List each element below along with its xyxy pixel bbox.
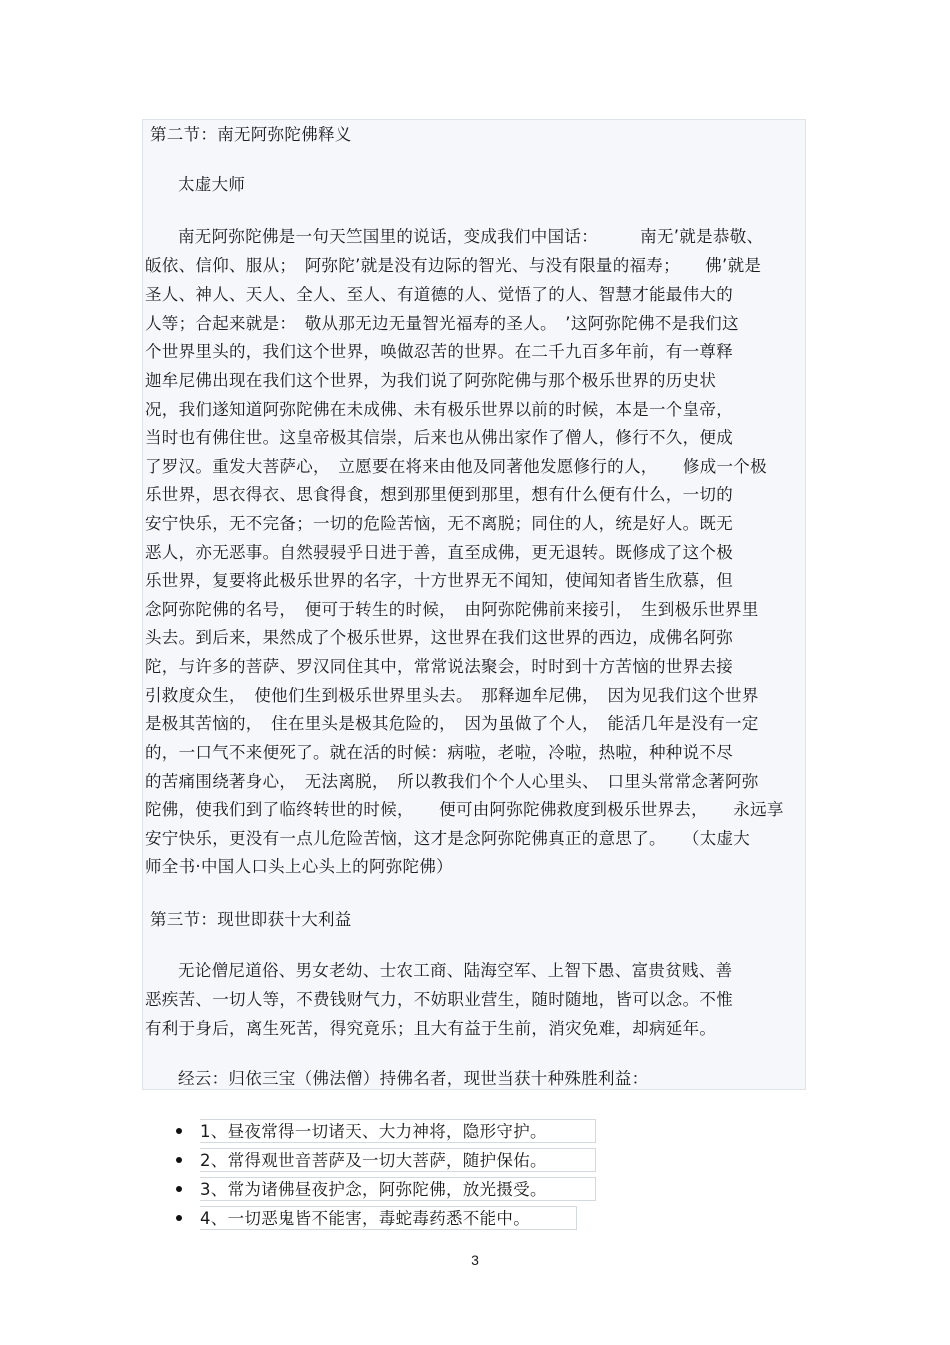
bullet-icon (176, 1186, 182, 1192)
paragraph-line: 陀，与许多的菩萨、罗汉同住其中，常常说法聚会，时时到十方苦恼的世界去接 (145, 657, 733, 676)
page-number: 3 (471, 1252, 479, 1268)
paragraph-line: 念阿弥陀佛的名号， 便可于转生的时候， 由阿弥陀佛前来接引， 生到极乐世界里 (145, 600, 759, 619)
paragraph-line: 人等；合起来就是： 敬从那无边无量智光福寿的圣人。 ’这阿弥陀佛不是我们这 (145, 314, 739, 333)
paragraph-line: 圣人、神人、天人、全人、至人、有道德的人、觉悟了的人、智慧才能最伟大的 (145, 285, 733, 304)
paragraph-line: 个世界里头的，我们这个世界，唤做忍苦的世界。在二千九百多年前，有一尊释 (145, 342, 733, 361)
paragraph-line: 况，我们遂知道阿弥陀佛在未成佛、未有极乐世界以前的时候，本是一个皇帝， (145, 400, 733, 419)
paragraph-line: 师全书·中国人口头上心头上的阿弥陀佛） (145, 857, 453, 876)
list-item-box (200, 1148, 596, 1172)
list-item-text: 1、昼夜常得一切诸天、大力神将，隐形守护。 (200, 1122, 547, 1141)
paragraph-line: 乐世界，复要将此极乐世界的名字，十方世界无不闻知，使闻知者皆生欣慕，但 (145, 571, 733, 590)
paragraph-line: 恶疾苦、一切人等，不费钱财气力，不妨职业营生，随时随地，皆可以念。不惟 (145, 990, 733, 1009)
paragraph-line: 引救度众生， 使他们生到极乐世界里头去。 那释迦牟尼佛， 因为见我们这个世界 (145, 686, 759, 705)
paragraph-line: 南无阿弥陀佛是一句天竺国里的说话，变成我们中国话： 南无’就是恭敬、 (178, 227, 764, 246)
bullet-icon (176, 1128, 182, 1134)
list-item-text: 2、常得观世音菩萨及一切大菩萨，随护保佑。 (200, 1151, 547, 1170)
section-heading: 第二节：南无阿弥陀佛释义 (150, 125, 352, 144)
paragraph-line: 恶人，亦无恶事。自然骎骎乎日进于善，直至成佛，更无退转。既修成了这个极 (145, 543, 733, 562)
paragraph-line: 当时也有佛住世。这皇帝极其信崇，后来也从佛出家作了僧人，修行不久，便成 (145, 428, 733, 447)
paragraph-line: 的，一口气不来便死了。就在活的时候：病啦，老啦，冷啦，热啦，种种说不尽 (145, 743, 733, 762)
bullet-icon (176, 1157, 182, 1163)
paragraph-line: 安宁快乐，无不完备；一切的危险苦恼，无不离脱；同住的人，统是好人。既无 (145, 514, 733, 533)
paragraph-line: 安宁快乐，更没有一点儿危险苦恼，这才是念阿弥陀佛真正的意思了。 （太虚大 (145, 829, 751, 848)
paragraph-line: 的苦痛围绕著身心， 无法离脱， 所以教我们个个人心里头、 口里头常常念著阿弥 (145, 772, 759, 791)
paragraph-line: 有利于身后，离生死苦，得究竟乐；且大有益于生前，消灾免难，却病延年。 (145, 1019, 717, 1038)
list-item-text: 4、一切恶鬼皆不能害，毒蛇毒药悉不能中。 (200, 1209, 530, 1228)
bullet-icon (176, 1215, 182, 1221)
author-name: 太虚大师 (178, 175, 246, 194)
list-item-box (200, 1177, 596, 1201)
list-item-box (200, 1206, 577, 1230)
sutra-intro: 经云：归依三宝（佛法僧）持佛名者，现世当获十种殊胜利益： (178, 1069, 649, 1088)
paragraph-line: 陀佛，使我们到了临终转世的时候， 便可由阿弥陀佛救度到极乐世界去， 永远享 (145, 800, 784, 819)
list-item-text: 3、常为诸佛昼夜护念，阿弥陀佛，放光摄受。 (200, 1180, 547, 1199)
paragraph-line: 头去。到后来，果然成了个极乐世界，这世界在我们这世界的西边，成佛名阿弥 (145, 628, 733, 647)
paragraph-line: 皈依、信仰、服从； 阿弥陀’就是没有边际的智光、与没有限量的福寿； 佛’就是 (145, 256, 762, 275)
section-heading: 第三节：现世即获十大利益 (150, 910, 352, 929)
paragraph-line: 是极其苦恼的， 住在里头是极其危险的， 因为虽做了个人， 能活几年是没有一定 (145, 714, 759, 733)
paragraph-line: 迦牟尼佛出现在我们这个世界，为我们说了阿弥陀佛与那个极乐世界的历史状 (145, 371, 717, 390)
paragraph-line: 无论僧尼道俗、男女老幼、士农工商、陆海空军、上智下愚、富贵贫贱、善 (178, 961, 733, 980)
paragraph-line: 乐世界，思衣得衣、思食得食，想到那里便到那里，想有什么便有什么，一切的 (145, 485, 733, 504)
list-item-box (200, 1119, 596, 1143)
paragraph-line: 了罗汉。重发大菩萨心， 立愿要在将来由他及同著他发愿修行的人， 修成一个极 (145, 457, 767, 476)
